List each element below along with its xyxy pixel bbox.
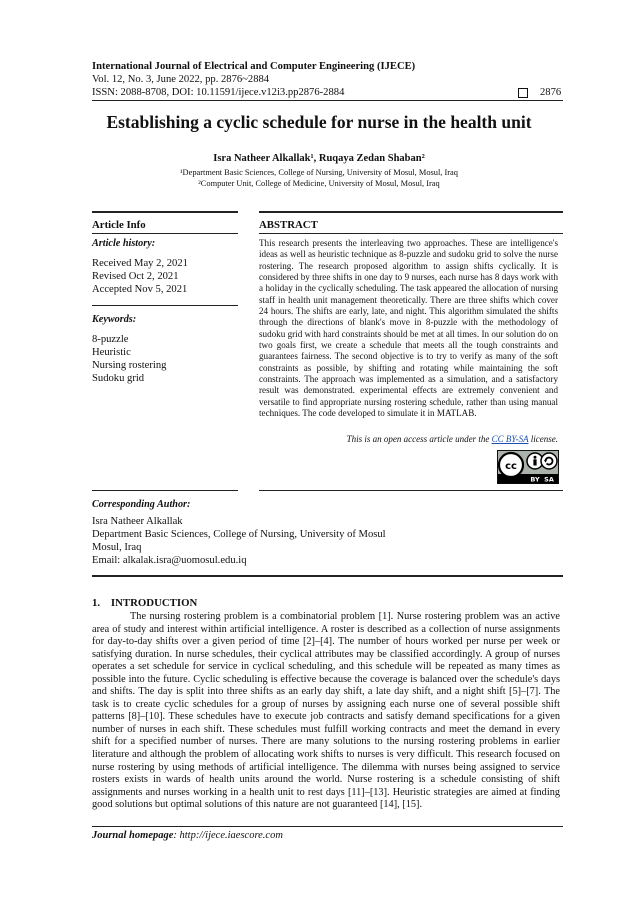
license-link[interactable]: CC BY-SA: [491, 434, 529, 444]
corresponding-label: Corresponding Author:: [92, 499, 191, 510]
author-department: Department Basic Sciences, College of Nursing, University of Mosul: [92, 529, 386, 540]
article-history-label: Article history:: [92, 238, 156, 249]
badge-sa-label: SA: [544, 475, 554, 484]
abstract-top-rule: [259, 211, 563, 213]
keyword-item: Heuristic: [92, 347, 131, 358]
license-suffix: license.: [528, 434, 558, 444]
keywords-list: [92, 333, 166, 385]
page-box-icon: [518, 86, 528, 99]
introduction-heading: 1. INTRODUCTION: [92, 597, 198, 609]
abstract-bottom-rule: [259, 490, 563, 491]
badge-by-label: BY: [530, 475, 540, 484]
info-heading-rule: [92, 233, 238, 234]
journal-homepage: Journal homepage: http://ijece.iaescore.com: [92, 830, 283, 841]
keyword-item: Nursing rostering: [92, 360, 167, 371]
author-location: Mosul, Iraq: [92, 542, 142, 553]
svg-text:cc: cc: [505, 461, 517, 472]
article-history-list: [92, 257, 188, 296]
history-received: Received May 2, 2021: [92, 258, 188, 269]
affiliation-1: ¹Department Basic Sciences, College of Nursing, University of Mosul, Mosul, Iraq: [180, 168, 458, 177]
cc-by-sa-badge-icon: [497, 450, 559, 484]
header-rule: [92, 100, 563, 101]
homepage-url[interactable]: http://ijece.iaescore.com: [179, 830, 283, 841]
license-prefix: This is an open access article under the: [346, 434, 492, 444]
abstract-heading-rule: [259, 233, 563, 234]
abstract-text: This research presents the interleaving two approaches. These are intelligence's ideas as well as heuristic technique as 8-puzzle and sudoku grid to solve the nurse rostering. The research proposed algorithm to assign shifts cyclically. It is considered by three shifts in one day to 9 nurses, each nurse has 8 days work with a holiday in the cyclically scheduling. The task appeared the allocation of nursing staff in health unit management theoretically. There are three shifts which cover 24 hours. The shifts are early, late, and night. This algorithm simulated the shifts through the directions of blank's move in 8-puzzle with the methodology of sudoku grid with hard constraints should be met at all times. In our solution do on two goals first, we create a schedule that meets all the tough constraints and guarantees fairness. The second objective is to try to verify as many of the soft constraints as possible, by shifting and rotating while maintaining the soft constraints. The approach was implemented as a simulation, and a satisfactory result was demonstrated. experimental effects are extremely convenient and versatile to find appropriate nursing rostering schedule, rather than using manual techniques. The code developed to simulate it in MATLAB.: [259, 238, 558, 419]
corresponding-author-block: [92, 515, 386, 567]
abstract-heading: ABSTRACT: [259, 219, 318, 231]
footer-rule: [92, 826, 563, 827]
license-line: [259, 434, 558, 444]
info-top-rule: [92, 211, 238, 213]
authors: Isra Natheer Alkallak¹, Ruqaya Zedan Shaban²: [213, 153, 425, 164]
corresponding-rule: [92, 575, 563, 577]
info-bottom-rule: [92, 490, 238, 491]
keyword-item: 8-puzzle: [92, 334, 129, 345]
homepage-label: Journal homepage: [92, 830, 174, 841]
affiliation-2: ²Computer Unit, College of Medicine, University of Mosul, Mosul, Iraq: [198, 179, 440, 188]
history-accepted: Accepted Nov 5, 2021: [92, 284, 188, 295]
journal-issn: ISSN: 2088-8708, DOI: 10.11591/ijece.v12i3.pp2876-2884: [92, 87, 345, 98]
paper-title: Establishing a cyclic schedule for nurse in the health unit: [106, 112, 532, 132]
history-revised: Revised Oct 2, 2021: [92, 271, 179, 282]
article-info-heading: Article Info: [92, 219, 146, 231]
history-rule: [92, 305, 238, 306]
keywords-label: Keywords:: [92, 314, 137, 325]
journal-name: International Journal of Electrical and Computer Engineering (IJECE): [92, 61, 416, 72]
journal-volume: Vol. 12, No. 3, June 2022, pp. 2876~2884: [92, 74, 270, 85]
keyword-item: Sudoku grid: [92, 373, 145, 384]
page-number: 2876: [540, 87, 562, 98]
introduction-text: The nursing rostering problem is a combinatorial problem [1]. Nurse rostering problem was an active area of study and interest within artificial intelligence. A roster is described as a collection of nurse assignments for day-to-day shifts over a given period of time [2]–[4]. The number of hours worked per nurse per week or satisfying duration. In nurse schedules, their cyclical attributes may be classified accordingly. A group of nurses operates a set schedule for service in cyclical scheduling, and this schedule will be repeated as many times as possible into the future. Cyclic scheduling is effective because the coverage is balanced over the schedule's days and shifts. The day is split into three shifts as an early day shift, a late day shift, and a night shift [5]–[7]. The task is to create cyclic schedules for a group of nurses by assigning each nurse one of several possible shift patterns [8]–[10]. These schedules have to execute job contracts and satisfy demand specifications for a given number of nurses in each shift. These schedules must fulfill working contracts and meet the demand in every shift for a specified number of nurses. There are many solutions to the nursing rostering problems in earlier literature and although the problem of allocating work shifts to nurses is very difficult. This research focused on nurse rostering by using methods of artificial intelligence. The dilemma with nurses being assigned to service rosters exists in wards of health units around the world. Nurse rostering is a schedule consisting of shift assignments and nurses working in a health unit to rest days [11]–[13]. Heuristic strategies are aimed at finding good solutions but optimal solutions of this nature are not guaranteed [14], [15].: [92, 611, 560, 811]
author-email: Email: alkalak.isra@uomosul.edu.iq: [92, 555, 247, 566]
author-name: Isra Natheer Alkallak: [92, 516, 183, 527]
